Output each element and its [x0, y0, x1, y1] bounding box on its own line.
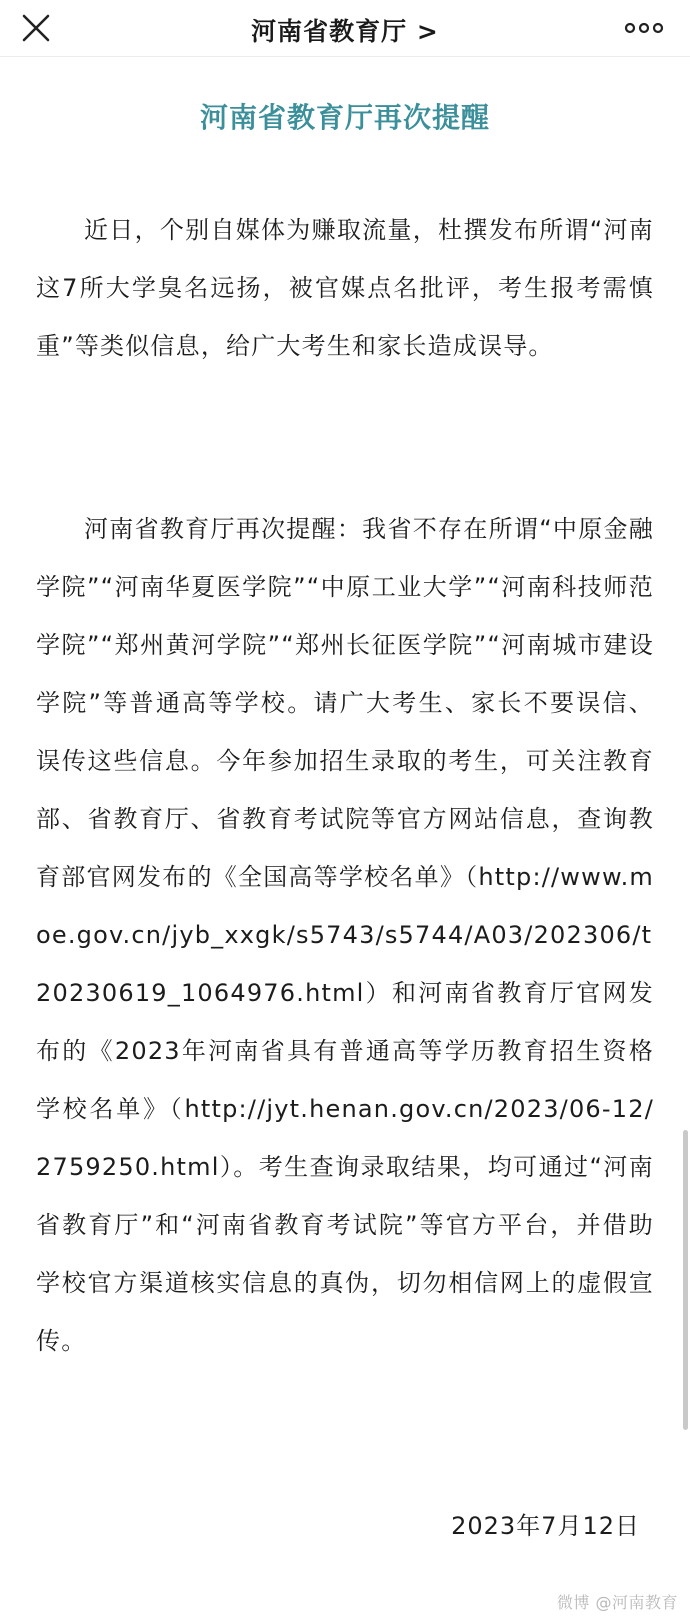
account-title-link[interactable]: 河南省教育厅 > [251, 17, 439, 46]
article-headline: 河南省教育厅再次提醒 [199, 101, 490, 134]
watermark: 微博 @河南教育 [556, 1593, 678, 1612]
top-bar [0, 0, 690, 57]
scrollbar[interactable] [683, 1130, 688, 1430]
article-paragraph-2: 河南省教育厅再次提醒：我省不存在所谓“中原金融学院”“河南华夏医学院”“中原工业大学”“河南科技师范学院”“郑州黄河学院”“郑州长征医学院”“河南城市建设学院”等普通高等学校。请广大考生、家长不要误信、误传这些信息。今年参加招生录取的考生，可关注教育部、省教育厅、省教育考试院等官方网站信息，查询教育部官网发布的《全国高等学校名单》（http://www.moe.gov.cn/jyb_xxgk/s5743/s5744/A03/202306/t20230619_1064976.html）和河南省教育厅官网发布的《2023年河南省具有普通高等学历教育招生资格学校名单》（http://jyt.henan.gov.cn/2023/06-12/2759250.html）。考生查询录取结果，均可通过“河南省教育厅”和“河南省教育考试院”等官方平台，并借助学校官方渠道核实信息的真伪，切勿相信网上的虚假宣传。 [36, 515, 654, 1355]
article-date: 2023年7月12日 [451, 1512, 640, 1540]
article-paragraph-1: 近日，个别自媒体为赚取流量，杜撰发布所谓“河南这7所大学臭名远扬，被官媒点名批评，考生报考需慎重”等类似信息，给广大考生和家长造成误导。 [36, 216, 654, 360]
more-dots-icon [624, 16, 664, 40]
more-button[interactable] [624, 16, 664, 40]
